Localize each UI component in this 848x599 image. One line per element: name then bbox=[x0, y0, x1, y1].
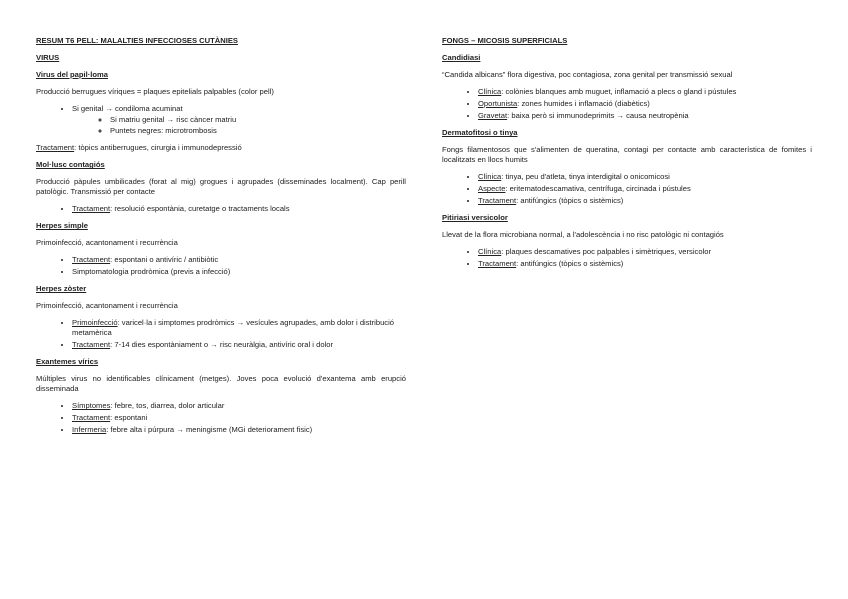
symptoms-text: : febre, tos, diarrea, dolor articular bbox=[110, 401, 225, 411]
list-item bbox=[478, 259, 812, 269]
list-item bbox=[72, 401, 406, 411]
right-column bbox=[442, 36, 812, 276]
primo-text: : varicel·la i simptomes prodròmics → vesícules agrupades, amb dolor i distribució metamèrica bbox=[72, 318, 395, 338]
heading-papilloma: Virus del papil·loma bbox=[36, 70, 109, 80]
treatment-text: : antifúngics (tòpics o sistèmics) bbox=[516, 196, 624, 206]
clinic-label: Clínica bbox=[478, 172, 502, 182]
treatment-label: Tractament bbox=[36, 143, 75, 153]
list-item bbox=[72, 425, 406, 435]
clinic-label: Clínica bbox=[478, 87, 502, 97]
nursing-text: : febre alta i púrpura → meningisme (MGi deteriorament fisic) bbox=[106, 425, 313, 435]
papilloma-sublist bbox=[72, 115, 406, 136]
molluscum-description: Producció pàpules umbilicades (forat al mig) grogues i agrupades (disseminades localment). Cap perill patològic. Transmissió per contacte bbox=[36, 177, 406, 197]
treatment-label: Tractament bbox=[72, 413, 111, 423]
herpes-simple-description: Primoinfecció, acantonament i recurrència bbox=[36, 238, 178, 248]
heading-candidiasi: Candidiasi bbox=[442, 53, 481, 63]
section-title-virus: VIRUS bbox=[36, 53, 60, 63]
list-item bbox=[478, 87, 812, 97]
list-item: ◦ Puntets negres: microtrombosis bbox=[110, 126, 406, 136]
clinic-text: : plaques descamatives poc palpables i simètriques, versicolor bbox=[501, 247, 711, 257]
pitiriasi-list bbox=[442, 247, 812, 269]
aspect-text: : eritematodescamativa, centrífuga, circinada i pústules bbox=[505, 184, 691, 194]
primo-label: Primoinfecció bbox=[72, 318, 118, 328]
left-column bbox=[36, 36, 406, 442]
severity-label: Gravetat bbox=[478, 111, 508, 121]
molluscum-list bbox=[36, 204, 406, 214]
heading-herpes-simple: Herpes simple bbox=[36, 221, 88, 231]
list-item bbox=[72, 204, 406, 214]
treatment-label: Tractament bbox=[72, 255, 111, 265]
candidiasi-description: “Candida albicans” flora digestiva, poc contagiosa, zona genital per transmissió sexual bbox=[442, 70, 733, 80]
severity-text: : baixa però si immunodeprimits → causa neutropènia bbox=[507, 111, 689, 121]
treatment-text: : espontani o antivíric / antibiòtic bbox=[110, 255, 219, 265]
list-item bbox=[72, 255, 406, 265]
opportunist-text: : zones humides i inflamació (diabètics) bbox=[517, 99, 650, 109]
papilloma-genital-item: Si genital → condiloma acuminat bbox=[72, 104, 183, 114]
nursing-label: Infermeria bbox=[72, 425, 107, 435]
clinic-label: Clínica bbox=[478, 247, 502, 257]
exantemes-description: Múltiples virus no identificables clínicament (metges). Joves poca evolució d'exantema amb erupció disseminada bbox=[36, 374, 406, 394]
heading-exantemes: Exantemes vírics bbox=[36, 357, 99, 367]
treatment-text: : espontani bbox=[110, 413, 148, 423]
list-item bbox=[72, 318, 406, 338]
heading-pitiriasi: Pitiriasi versicolor bbox=[442, 213, 508, 223]
treatment-label: Tractament bbox=[478, 196, 517, 206]
papilloma-treatment bbox=[36, 143, 406, 153]
list-item bbox=[72, 413, 406, 423]
dermatofitosi-list bbox=[442, 172, 812, 206]
treatment-label: Tractament bbox=[72, 204, 111, 214]
clinic-text: : tinya, peu d'atleta, tinya interdigital o onicomicosi bbox=[501, 172, 670, 182]
heading-molluscum: Mol·lusc contagiós bbox=[36, 160, 105, 170]
list-item bbox=[478, 172, 812, 182]
papilloma-list bbox=[36, 104, 406, 136]
list-item bbox=[478, 184, 812, 194]
treatment-text: : tòpics antiberrugues, cirurgia i immunodepressió bbox=[74, 143, 242, 153]
exantemes-list bbox=[36, 401, 406, 435]
treatment-label: Tractament bbox=[72, 340, 111, 350]
list-item bbox=[478, 247, 812, 257]
document-title: RESUM T6 PELL: MALALTIES INFECCIOSES CUTÀNIES bbox=[36, 36, 238, 45]
treatment-label: Tractament bbox=[478, 259, 517, 269]
treatment-text: : antifúngics (tòpics o sistèmics) bbox=[516, 259, 624, 269]
list-item: • Simptomatologia prodròmica (previs a infecció) bbox=[72, 267, 406, 277]
opportunist-label: Oportunista bbox=[478, 99, 518, 109]
candidiasi-list bbox=[442, 87, 812, 121]
symptoms-label: Símptomes bbox=[72, 401, 111, 411]
herpes-zoster-list bbox=[36, 318, 406, 350]
treatment-text: : 7-14 dies espontàniament o → risc neuràlgia, antivíric oral i dolor bbox=[110, 340, 333, 350]
list-item: ◦ Si matriu genital → risc càncer matriu bbox=[110, 115, 406, 125]
clinic-text: : colònies blanques amb muguet, inflamació a plecs o gland i pústules bbox=[501, 87, 737, 97]
list-item bbox=[478, 99, 812, 109]
treatment-text: : resolució espontània, curetatge o tractaments locals bbox=[110, 204, 290, 214]
list-item bbox=[478, 111, 812, 121]
list-item bbox=[478, 196, 812, 206]
herpes-simple-list bbox=[36, 255, 406, 277]
pitiriasi-description: Llevat de la flora microbiana normal, a l'adolescència i no risc patològic ni contagiós bbox=[442, 230, 724, 240]
dermatofitosi-description: Fongs filamentosos que s'alimenten de queratina, contagi per contacte amb característica de fomites i localitzats en llocs humits bbox=[442, 145, 812, 165]
herpes-zoster-description: Primoinfecció, acantonament i recurrència bbox=[36, 301, 178, 311]
section-title-fungi: FONGS – MICOSIS SUPERFICIALS bbox=[442, 36, 568, 45]
heading-herpes-zoster: Herpes zòster bbox=[36, 284, 87, 294]
list-item bbox=[72, 340, 406, 350]
papilloma-description: Producció berrugues víriques = plaques epitelials palpables (color pell) bbox=[36, 87, 274, 97]
aspect-label: Aspecte bbox=[478, 184, 506, 194]
heading-dermatofitosi: Dermatofitosi o tinya bbox=[442, 128, 518, 138]
list-item bbox=[72, 104, 406, 136]
